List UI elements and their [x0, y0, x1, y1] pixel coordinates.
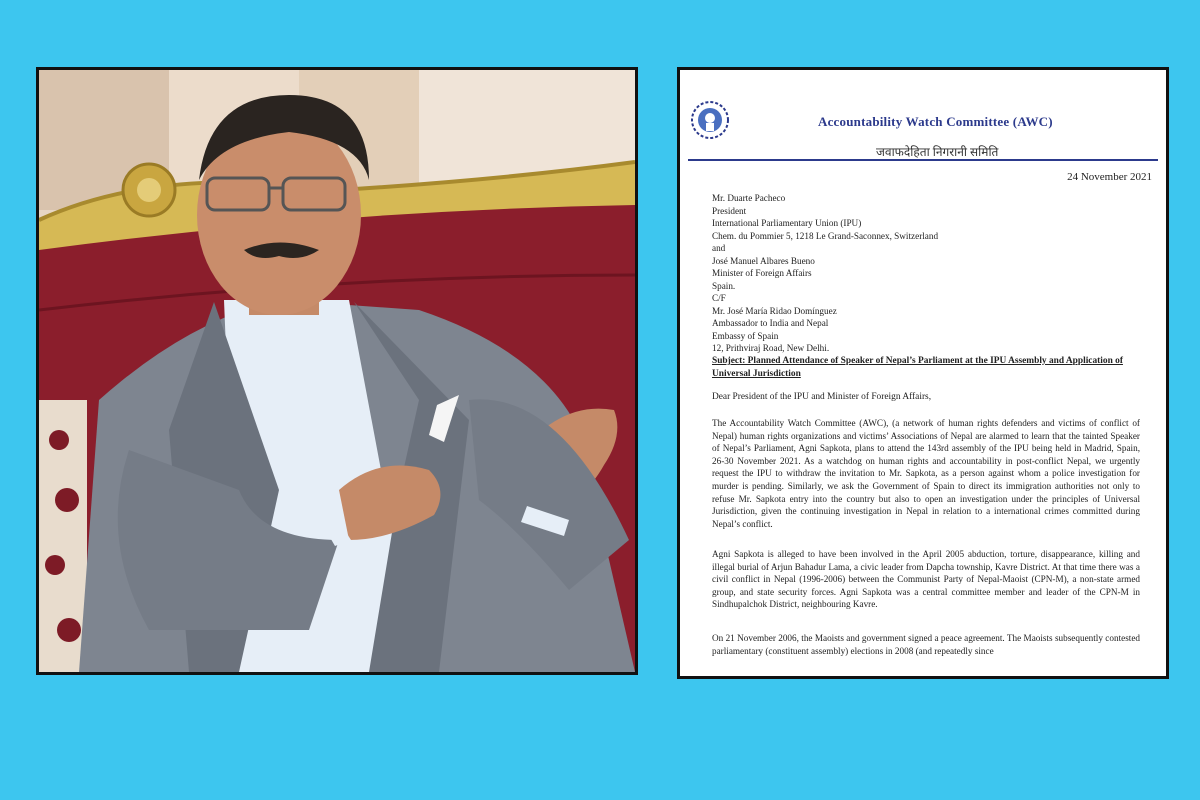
address-line: Ambassador to India and Nepal: [712, 318, 829, 328]
address-line: Spain.: [712, 280, 736, 291]
address-line: Mr. José María Ridao Domínguez: [712, 305, 837, 316]
address-line: and: [712, 243, 726, 253]
header-divider: [688, 159, 1158, 161]
awc-logo-icon: [690, 100, 730, 140]
address-line: 12, Prithviraj Road, New Delhi.: [712, 343, 830, 353]
address-line: Chem. du Pommier 5, 1218 Le Grand-Saconnex, Switzerland: [712, 230, 939, 241]
letter: [680, 70, 1166, 676]
address-line: C/F: [712, 293, 726, 303]
org-name-native: जवाफदेहिता निगरानी समिति: [876, 145, 999, 159]
letter-paragraph: Agni Sapkota is alleged to have been involved in the April 2005 abduction, torture, disappearance, killing and illegal burial of Arjun Bahadur Lama, a civic leader from Dapcha township, Kavre District. At that time there was a civil conflict in Nepal (1996-2006) between the Communist Party of Nepal-Maoist (CPN-M), a non-state armed group, and state security forces. Agni Sapkota was a central committee member and leader of the CPN-M in Sindhupalchok District, neighbouring Kavre.: [712, 549, 1140, 610]
address-line: José Manuel Albares Bueno: [712, 255, 815, 266]
address-line: Embassy of Spain: [712, 330, 779, 341]
address-line: Minister of Foreign Affairs: [712, 268, 812, 278]
photo-frame: [36, 67, 638, 675]
address-line: President: [712, 205, 747, 216]
address-block: [712, 192, 938, 355]
letter-subject: Subject: Planned Attendance of Speaker of Nepal’s Parliament at the IPU Assembly and Application of Universal Jurisdiction: [712, 356, 1123, 379]
letter-paragraph: On 21 November 2006, the Maoists and government signed a peace agreement. The Maoists subsequently contested parliamentary (constituent assembly) elections in 2008 (and repeatedly since: [712, 633, 1140, 656]
letter-date: 24 November 2021: [1067, 171, 1152, 183]
man-portrait-photo: [39, 70, 635, 672]
address-line: Mr. Duarte Pacheco: [712, 193, 786, 203]
letter-frame: [677, 67, 1169, 679]
org-name: Accountability Watch Committee (AWC): [818, 114, 1053, 129]
letter-paragraph: The Accountability Watch Committee (AWC), (a network of human rights defenders and victims of conflict of Nepal) human rights organizations and victims’ Associations of Nepal are alarmed to learn that the tainted Speaker of Nepal’s Parliament, Agni Sapkota, plans to attend the 143rd assembly of the IPU being held in Madrid, Spain, 26-30 November 2021. As a watchdog on human rights and accountability in post-conflict Nepal, we urgently request the IPU to withdraw the invitation to Mr. Sapkota, as a person against whom a police investigation for murder is pending. Similarly, we ask the Government of Spain to direct its immigration authorities not only to refuse Mr. Sapkota entry into the country but also to open an investigation under the principles of Universal Jurisdiction, given the continuing investigation in Nepal in relation to a international crimes committed during Nepal’s conflict.: [712, 418, 1140, 529]
address-line: International Parliamentary Union (IPU): [712, 218, 862, 228]
letter-salutation: Dear President of the IPU and Minister of Foreign Affairs,: [712, 392, 932, 402]
